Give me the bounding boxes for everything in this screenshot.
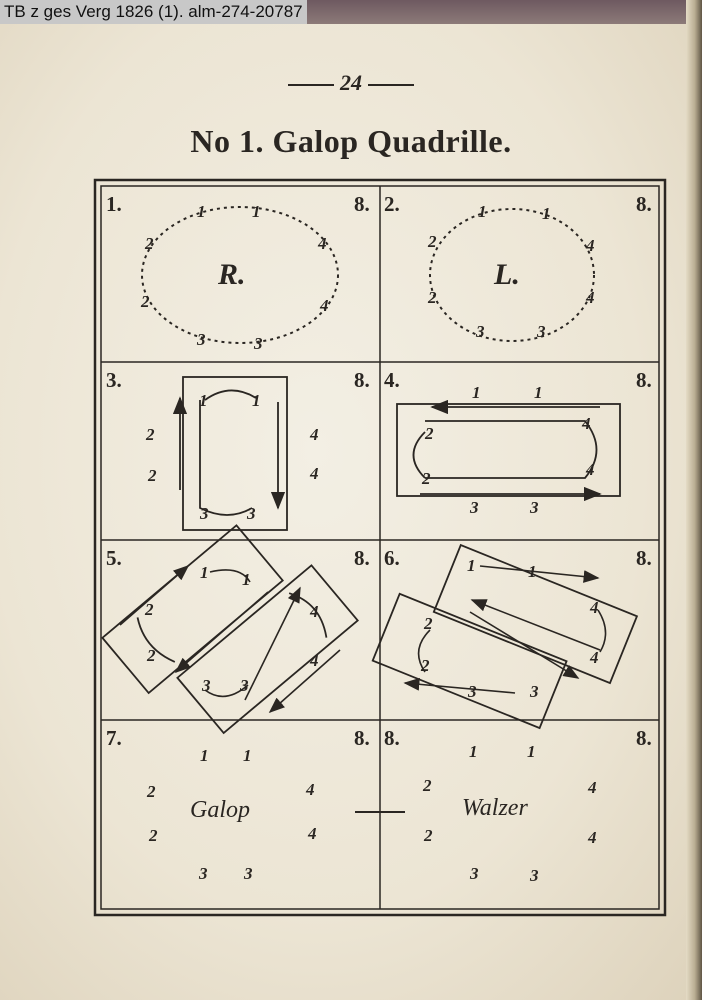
- image-caption: TB z ges Verg 1826 (1). alm-274-20787: [0, 0, 307, 24]
- fig5-arrow-4: [270, 650, 340, 712]
- dancer-number: 3: [200, 504, 209, 523]
- dancer-number: 2: [424, 614, 433, 633]
- fig5-right-rectangle: [177, 565, 357, 733]
- dancer-number: 1: [200, 563, 209, 582]
- dancer-number: 2: [147, 646, 156, 665]
- dancer-number: 3: [247, 504, 256, 523]
- cell-6-count: 8.: [636, 546, 652, 570]
- dancer-number: 1: [542, 204, 551, 223]
- dancer-number: 3: [254, 334, 263, 353]
- dancer-number: 1: [527, 742, 536, 761]
- dancer-number: 4: [306, 780, 315, 799]
- cell-7-label: 7.: [106, 726, 122, 750]
- dancer-number: 4: [310, 425, 319, 444]
- dancer-number: 4: [590, 598, 599, 617]
- dance-galop: Galop: [190, 797, 250, 823]
- dancer-number: 4: [582, 414, 591, 433]
- dancer-number: 4: [590, 648, 599, 667]
- dancer-number: 2: [424, 826, 433, 845]
- cell-1-count: 8.: [354, 192, 370, 216]
- fig1-letter: R.: [218, 258, 246, 291]
- dancer-number: 4: [588, 828, 597, 847]
- dancer-number: 2: [141, 292, 150, 311]
- fig6-arrow-4: [405, 683, 515, 693]
- page-title: No 1. Galop Quadrille.: [190, 123, 512, 159]
- dancer-number: 1: [242, 570, 251, 589]
- cell-5-label: 5.: [106, 546, 122, 570]
- cell-6-label: 6.: [384, 546, 400, 570]
- dance-walzer: Walzer: [462, 795, 528, 821]
- fig2-letter: L.: [494, 258, 520, 291]
- dancer-number: 4: [586, 236, 595, 255]
- dancer-number: 1: [467, 556, 476, 575]
- dancer-number: 1: [528, 562, 537, 581]
- fig3-inner-path: [200, 400, 252, 515]
- dancer-number: 3: [530, 498, 539, 517]
- cell-1-label: 1.: [106, 192, 122, 216]
- dancer-number: 1: [252, 391, 261, 410]
- dancer-number: 1: [197, 202, 206, 221]
- cell-7-count: 8.: [354, 726, 370, 750]
- dancer-number: 2: [145, 600, 154, 619]
- cell-8-label: 8.: [384, 726, 400, 750]
- fig3-top-curve: [205, 390, 256, 400]
- dancer-number: 1: [199, 391, 208, 410]
- dancer-number: 3: [476, 322, 485, 341]
- dancer-number: 4: [586, 460, 595, 479]
- cell-2-label: 2.: [384, 192, 400, 216]
- fig5-arrow-1: [176, 592, 268, 672]
- dancer-number: 2: [422, 469, 431, 488]
- dancer-number: 1: [472, 383, 481, 402]
- dancer-number: 4: [320, 296, 329, 315]
- dancer-number: 4: [310, 602, 319, 621]
- dancer-number: 2: [147, 782, 156, 801]
- dancer-number: 4: [318, 234, 327, 253]
- dancer-number: 3: [202, 676, 211, 695]
- dancer-number: 1: [252, 202, 261, 221]
- dancer-number: 3: [470, 498, 479, 517]
- fig6-lower-rectangle: [373, 594, 567, 728]
- dancer-number: 2: [149, 826, 158, 845]
- cell-5-count: 8.: [354, 546, 370, 570]
- cell-3-count: 8.: [354, 368, 370, 392]
- dancer-number: 2: [146, 425, 155, 444]
- dancer-number: 3: [240, 676, 249, 695]
- cell-2-count: 8.: [636, 192, 652, 216]
- dancer-number: 2: [148, 466, 157, 485]
- dancer-number: 4: [310, 464, 319, 483]
- fig6-arrow-2: [470, 612, 578, 678]
- dancer-number: 1: [534, 383, 543, 402]
- dancer-number: 2: [428, 232, 437, 251]
- dancer-number: 2: [423, 776, 432, 795]
- dancer-number: 3: [199, 864, 208, 883]
- dancer-number: 2: [425, 424, 434, 443]
- cell-8-count: 8.: [636, 726, 652, 750]
- page-number: 24: [0, 70, 702, 96]
- dancer-number: 3: [468, 682, 477, 701]
- dancer-number: 1: [469, 742, 478, 761]
- dancer-number: 4: [588, 778, 597, 797]
- dancer-number: 3: [530, 682, 539, 701]
- dancer-number: 4: [586, 288, 595, 307]
- dancer-number: 1: [243, 746, 252, 765]
- fig5-arrow-3: [120, 566, 188, 625]
- dancer-number: 2: [145, 234, 154, 253]
- dancer-number: 3: [244, 864, 253, 883]
- dancer-number: 2: [428, 288, 437, 307]
- fig4-inner-path: [425, 421, 597, 478]
- cell-4-count: 8.: [636, 368, 652, 392]
- dancer-number: 4: [308, 824, 317, 843]
- dancer-number: 3: [470, 864, 479, 883]
- fig5-left-rectangle: [102, 525, 282, 693]
- dancer-number: 3: [197, 330, 206, 349]
- dancer-number: 3: [530, 866, 539, 885]
- dancer-number: 2: [421, 656, 430, 675]
- cell-3-label: 3.: [106, 368, 122, 392]
- dancer-number: 3: [537, 322, 546, 341]
- dancer-number: 1: [478, 202, 487, 221]
- dancer-number: 1: [200, 746, 209, 765]
- cell-4-label: 4.: [384, 368, 400, 392]
- dancer-number: 4: [310, 651, 319, 670]
